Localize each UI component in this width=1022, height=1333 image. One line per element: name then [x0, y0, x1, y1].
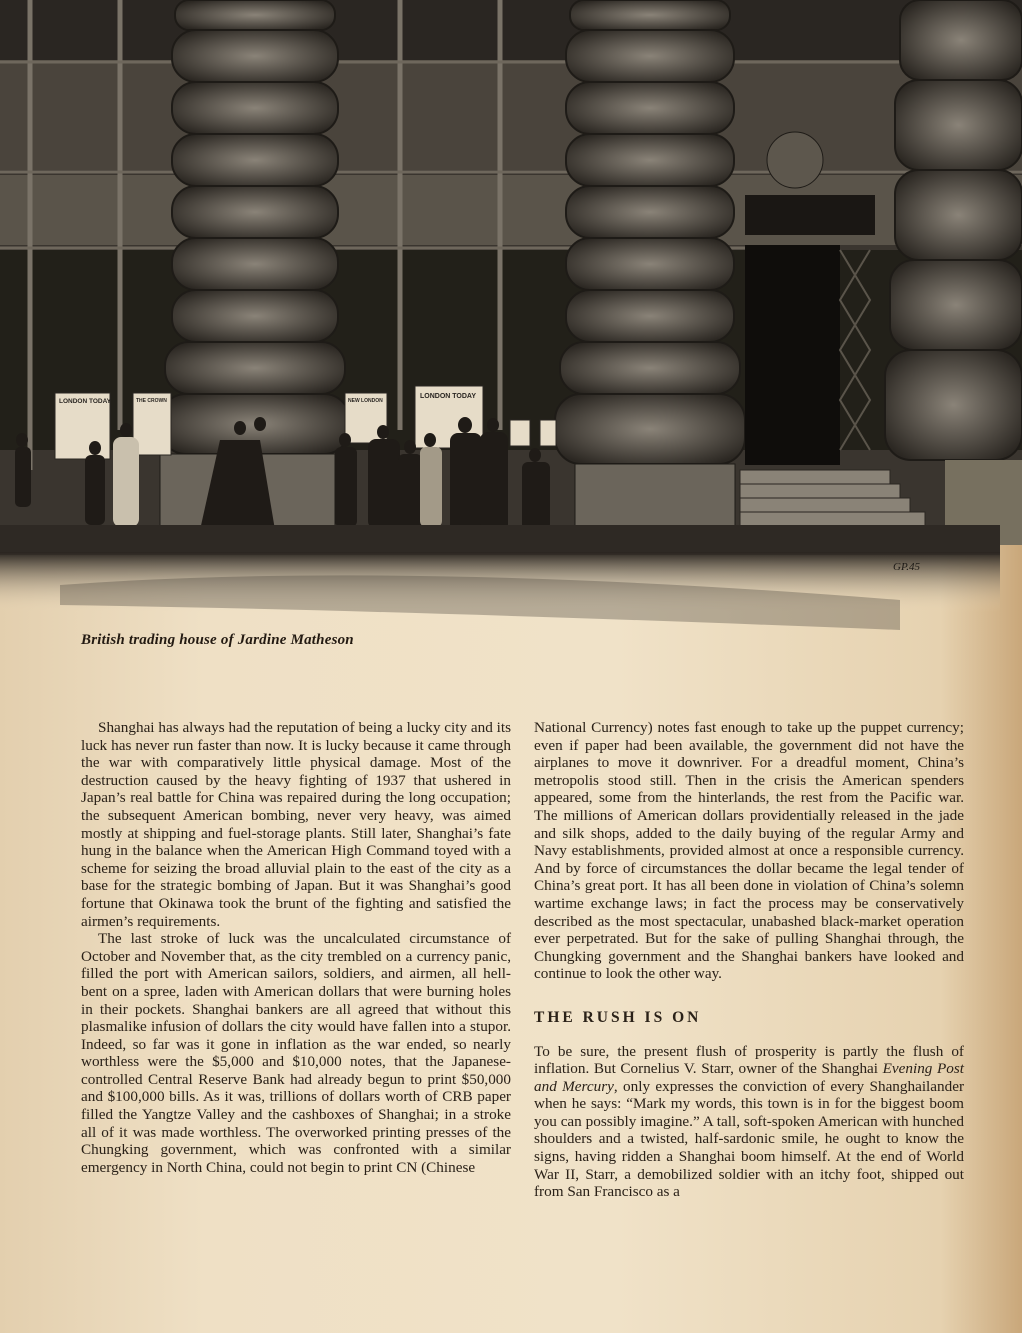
poster-text-3: NEW LONDON: [348, 398, 383, 404]
poster-text-1: LONDON TODAY: [59, 398, 112, 405]
paragraph-text: , only expresses the conviction of every Shanghailander when he says: “Mark my words, this town is in for the biggest boom you can possibly imagine.” A tall, soft-spoken American with hunched shoulders and a twisted, half-sardonic smile, he ought to know the signs, having ridden a Shanghai boom himself. At the end of World War II, Starr, a demobilized soldier with an itchy foot, shipped out from San Francisco as a: [534, 1077, 964, 1201]
artist-signature: GP.45: [893, 561, 920, 573]
paragraph: [534, 1043, 964, 1201]
poster-text-4: LONDON TODAY: [420, 393, 477, 400]
paragraph: National Currency) notes fast enough to take up the puppet currency; even if paper had been available, the government did not have the airplanes to move it downriver. For a dreadful moment, China’s metropolis stood still. Then in the crisis the American spenders appeared, some from the hinterlands, the rest from the Pacific war. The millions of American dollars providentially released in the jade and silk shops, added to the daily buying of the regular Army and Navy establishments, provided almost at once a responsible currency. And by force of circumstances the dollar became the legal tender of China’s great port. It has all been done in violation of China’s solemn wartime exchange laws; in fact the process may be conservatively described as the most spectacular, unabashed black-market operation ever perpetrated. But for the sake of pulling Shanghai through, the Chungking government and the Shanghai bankers have looked and continue to look the other way.: [534, 719, 964, 983]
newspaper-title: Evening Post and Mercury: [534, 1060, 964, 1095]
paragraph: The last stroke of luck was the uncalculated circumstance of October and November that, as the city trembled on a currency panic, filled the port with American sailors, soldiers, and airmen, all hell-bent on a spree, laden with American dollars that were burning holes in their pockets. Shanghai bankers are all agreed that without this plasmalike infusion of dollars the city would have fallen into a stupor. Indeed, so far was it gone in inflation as the war ended, so nearly worthless were the $5,000 and $10,000 notes, that the Japanese-controlled Central Reserve Bank had already begun to print $50,000 and $100,000 bills. As it was, trillions of dollars worth of CRB paper filled the Yangtze Valley and the cashboxes of Shanghai; in a stroke all of it was made worthless. The overworked printing presses of the Chungking government, which was confronted with a similar emergency in North China, could not begin to print CN (Chinese: [81, 930, 511, 1176]
image-caption: British trading house of Jardine Matheson: [81, 632, 354, 648]
poster-text-2: THE CROWN: [136, 398, 167, 404]
section-heading: THE RUSH IS ON: [534, 1008, 702, 1026]
building-illustration: [0, 0, 1022, 660]
paragraph-text: To be sure, the present flush of prosperity is partly the flush of inflation. But Cornelius V. Starr, owner of the Shanghai: [534, 1042, 964, 1078]
left-column: [81, 719, 511, 1176]
right-column: [534, 719, 964, 1201]
paragraph: Shanghai has always had the reputation of being a lucky city and its luck has never run faster than now. It is lucky because it came through the war with comparatively little physical damage. Most of the destruction caused by the heavy fighting of 1937 that ushered in Japan’s real battle for China was repaired during the long occupation; the subsequent American bombing, never very heavy, was aimed mostly at shipping and fuel-storage plants. Still later, Shanghai’s fate hung in the balance when the American High Command toyed with a scheme for seizing the broad alluvial plain to the east of the city as a base for the strategic bombing of Japan. But it was Shanghai’s good fortune that Okinawa took the brunt of the fighting and satisfied the airmen’s requirements.: [81, 719, 511, 930]
